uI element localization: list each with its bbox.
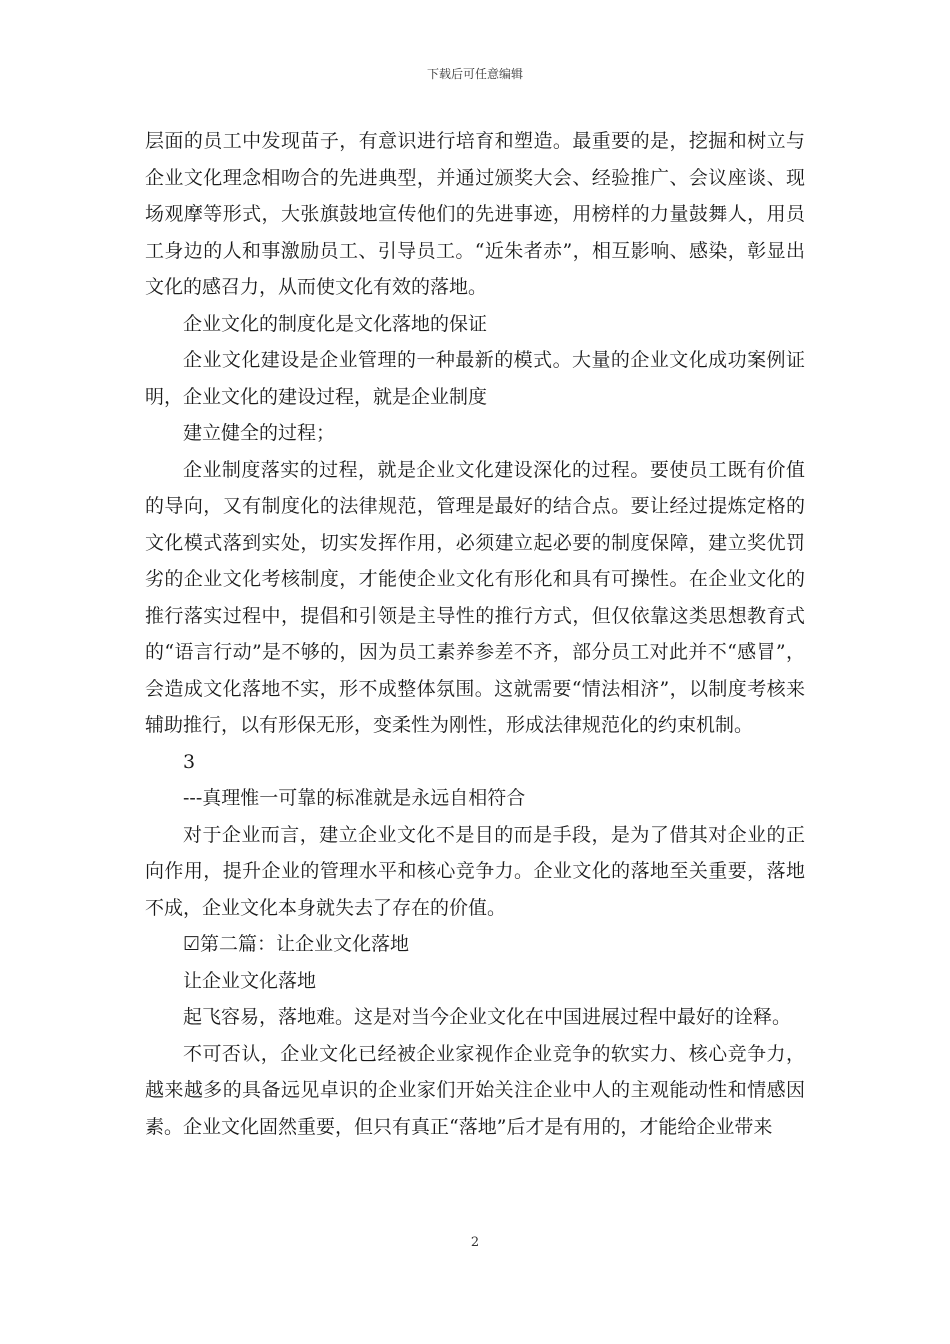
paragraph-12: 不可否认，企业文化已经被企业家视作企业竞争的软实力、核心竞争力，越来越多的具备远见卓识的企业家们开始关注企业中人的主观能动性和情感因素。企业文化固然重要，但只有真正“落地”后才是有用的，才能给企业带来 <box>145 1042 805 1138</box>
article-title: 让企业文化落地 <box>183 969 317 992</box>
paragraph-11: 起飞容易，落地难。这是对当今企业文化在中国进展过程中最好的诠释。 <box>183 1006 792 1028</box>
paragraph-4: 建立健全的过程； <box>183 422 336 444</box>
paragraph-3: 企业文化建设是企业管理的一种最新的模式。大量的企业文化成功案例证明，企业文化的建设过程，就是企业制度 <box>145 349 805 408</box>
paragraph-5: 企业制度落实的过程，就是企业文化建设深化的过程。要使员工既有价值的导向，又有制度化的法律规范，管理是最好的结合点。要让经过提炼定格的文化模式落到实处，切实发挥作用，必须建立起必要的制度保障，建立奖优罚劣的企业文化考核制度，才能使企业文化有形化和具有可操性。在企业文化的推行落实过程中，提倡和引领是主导性的推行方式，但仅依靠这类思想教育式的“语言行动”是不够的，因为员工素养参差不齐，部分员工对此并不“感冒”，会造成文化落地不实，形不成整体氛围。这就需要“情法相济”，以制度考核来辅助推行，以有形保无形，变柔性为刚性，形成法律规范化的约束机制。 <box>145 458 805 736</box>
section-heading-institutionalization: 企业文化的制度化是文化落地的保证 <box>183 312 488 335</box>
paragraph-1: 层面的员工中发现苗子，有意识进行培育和塑造。最重要的是，挖掘和树立与企业文化理念相吻合的先进典型，并通过颁奖大会、经验推广、会议座谈、现场观摩等形式，大张旗鼓地宣传他们的先进事迹，用榜样的力量鼓舞人，用员工身边的人和事激励员工、引导员工。“近朱者赤”，相互影响、感染，彰显出文化的感召力，从而使文化有效的落地。 <box>145 130 805 298</box>
paragraph-8: 对于企业而言，建立企业文化不是目的而是手段，是为了借其对企业的正向作用，提升企业的管理水平和核心竞争力。企业文化的落地至关重要，落地不成，企业文化本身就失去了存在的价值。 <box>145 823 805 919</box>
quote-line: ---真理惟一可靠的标准就是永远自相符合 <box>183 787 526 809</box>
document-body <box>145 123 805 1145</box>
page-number: 2 <box>470 1235 480 1250</box>
chapter-heading-second: ☑第二篇：让企业文化落地 <box>183 933 410 955</box>
section-number: 3 <box>183 750 196 773</box>
page-header: 下载后可任意编辑 <box>426 67 523 81</box>
